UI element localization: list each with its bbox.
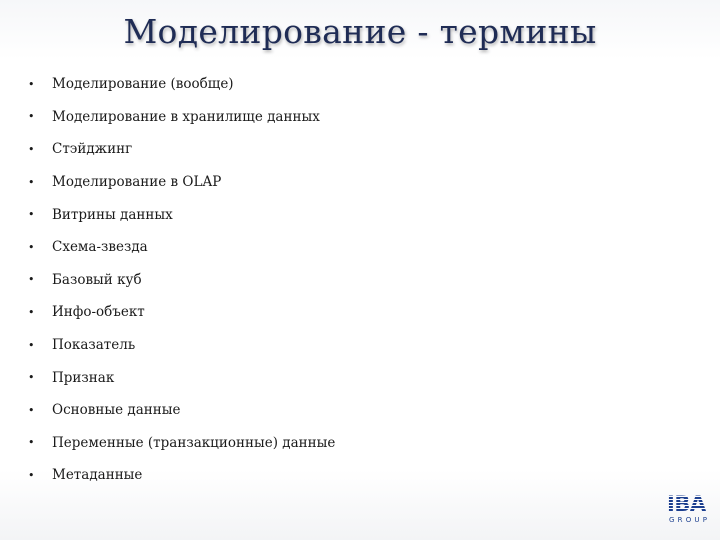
list-item bbox=[28, 264, 335, 297]
list-item bbox=[28, 459, 335, 492]
slide-title: Моделирование - термины bbox=[123, 12, 597, 51]
bullet-text: Признак bbox=[52, 369, 115, 386]
list-item bbox=[28, 198, 335, 231]
bullet-text: Переменные (транзакционные) данные bbox=[52, 434, 336, 451]
bullet-icon: • bbox=[28, 468, 35, 482]
bullet-icon: • bbox=[28, 240, 35, 254]
list-item bbox=[28, 361, 335, 394]
bullet-text: Стэйджинг bbox=[52, 141, 133, 158]
bullet-text: Моделирование (вообще) bbox=[52, 76, 234, 93]
bullet-text: Витрины данных bbox=[52, 206, 173, 223]
bullet-text: Схема-звезда bbox=[52, 239, 148, 256]
list-item bbox=[28, 329, 335, 362]
bullet-text: Показатель bbox=[52, 337, 136, 354]
bullet-icon: • bbox=[28, 77, 35, 91]
bullet-text: Базовый куб bbox=[52, 271, 142, 288]
list-item bbox=[28, 394, 335, 427]
logo-main-text: IBA bbox=[667, 491, 719, 517]
list-item bbox=[28, 231, 335, 264]
list-item bbox=[28, 101, 335, 134]
bullet-icon: • bbox=[28, 436, 35, 450]
bullet-text: Моделирование в хранилище данных bbox=[52, 108, 320, 125]
bullet-icon: • bbox=[28, 305, 35, 319]
bullet-list bbox=[28, 68, 335, 492]
bullet-icon: • bbox=[28, 338, 35, 352]
bullet-text: Метаданные bbox=[52, 467, 143, 484]
bullet-icon: • bbox=[28, 273, 35, 287]
bullet-text: Основные данные bbox=[52, 402, 181, 419]
logo-sub-text: GROUP bbox=[669, 516, 711, 524]
bullet-icon: • bbox=[28, 403, 35, 417]
list-item bbox=[28, 133, 335, 166]
list-item bbox=[28, 427, 335, 460]
bullet-icon: • bbox=[28, 371, 35, 385]
list-item bbox=[28, 296, 335, 329]
bullet-icon: • bbox=[28, 208, 35, 222]
list-item bbox=[28, 68, 335, 101]
bullet-icon: • bbox=[28, 175, 35, 189]
list-item bbox=[28, 166, 335, 199]
bullet-icon: • bbox=[28, 142, 35, 156]
bullet-text: Моделирование в OLAP bbox=[52, 174, 222, 191]
bullet-text: Инфо-объект bbox=[52, 304, 145, 321]
bullet-icon: • bbox=[28, 110, 35, 124]
iba-group-logo bbox=[667, 491, 719, 531]
